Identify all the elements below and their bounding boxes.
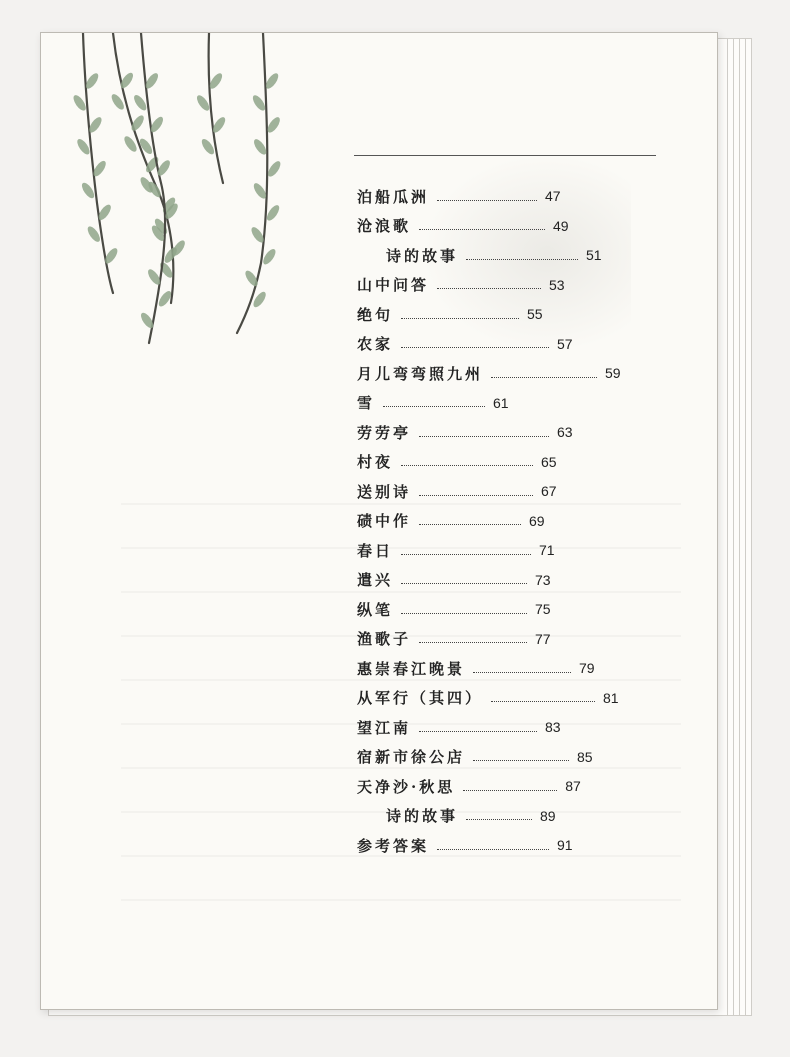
toc-entry (357, 214, 569, 238)
toc-page-number: 59 (605, 365, 621, 381)
toc-page-number: 53 (549, 276, 565, 293)
toc-entry-title: 月儿弯弯照九州 (357, 364, 484, 383)
toc-entry (357, 833, 573, 857)
toc-leader-dots (401, 318, 519, 319)
toc-entry (357, 332, 573, 356)
toc-leader-dots (437, 200, 537, 201)
toc-page-number: 51 (586, 247, 602, 263)
toc-page-number: 91 (557, 837, 573, 853)
toc-entry (357, 273, 565, 297)
toc-page-number: 69 (529, 512, 545, 529)
toc-entry (357, 597, 551, 621)
toc-page-number: 83 (545, 719, 561, 735)
toc-leader-dots (419, 229, 545, 230)
toc-page-number: 61 (493, 394, 509, 411)
toc-entry-title: 山中问答 (357, 276, 430, 294)
toc-leader-dots (401, 554, 531, 555)
toc-entry (357, 391, 509, 415)
toc-page-number: 75 (535, 601, 551, 617)
toc-entry-title: 送别诗 (357, 482, 412, 501)
toc-entry-title: 村夜 (357, 453, 394, 471)
toc-leader-dots (466, 819, 532, 820)
toc-entry-title: 碛中作 (357, 512, 412, 530)
toc-page-number: 49 (553, 217, 569, 234)
toc-page-number: 77 (535, 630, 551, 647)
toc-entry-title: 天净沙·秋思 (357, 777, 456, 796)
toc-leader-dots (401, 613, 527, 614)
toc-entry (357, 656, 595, 680)
toc-entry-title: 遣兴 (357, 571, 394, 589)
toc-entry (357, 568, 551, 592)
toc-entry-title: 泊船瓜洲 (357, 187, 430, 206)
toc-entry (357, 420, 573, 444)
toc-page-number: 87 (565, 778, 581, 794)
toc-leader-dots (419, 495, 533, 496)
toc-entry-title: 劳劳亭 (357, 423, 412, 442)
toc-leader-dots (491, 377, 597, 378)
toc-entry (357, 774, 581, 798)
toc-entry (357, 538, 555, 562)
toc-entry-title: 诗的故事 (386, 807, 459, 825)
toc-entry (386, 243, 602, 267)
toc-entry-title: 春日 (357, 541, 394, 560)
toc-entry-title: 纵笔 (357, 600, 394, 619)
toc-entry-title: 沧浪歌 (357, 217, 412, 235)
toc-entry-title: 惠崇春江晚景 (357, 659, 466, 678)
toc-leader-dots (419, 524, 521, 525)
toc-leader-dots (401, 347, 549, 348)
toc-leader-dots (419, 436, 549, 437)
toc-entry (357, 627, 551, 651)
toc-entry-title: 绝句 (357, 305, 394, 324)
toc-page-number: 79 (579, 660, 595, 676)
toc-page-number: 55 (527, 306, 543, 322)
toc-page-number: 47 (545, 188, 561, 204)
toc-page-number: 71 (539, 542, 555, 558)
toc-entry (357, 686, 619, 710)
toc-entry-title: 望江南 (357, 718, 412, 737)
toc-entry-title: 渔歌子 (357, 630, 412, 648)
toc-entry-title: 农家 (357, 335, 394, 353)
toc-page-number: 57 (557, 335, 573, 352)
toc-leader-dots (419, 642, 527, 643)
toc-leader-dots (383, 406, 485, 407)
book-page (40, 32, 718, 1010)
toc-page-number: 65 (541, 453, 557, 470)
table-of-contents (41, 33, 717, 1009)
toc-leader-dots (473, 760, 569, 761)
toc-entry-title: 参考答案 (357, 836, 430, 855)
toc-entry (357, 302, 543, 326)
toc-entry-title: 从军行（其四） (357, 689, 484, 707)
toc-page-number: 67 (541, 483, 557, 499)
toc-entry (357, 509, 545, 533)
toc-leader-dots (437, 849, 549, 850)
toc-leader-dots (473, 672, 571, 673)
toc-entry-title: 宿新市徐公店 (357, 748, 466, 766)
toc-entry (357, 479, 557, 503)
toc-entry (357, 450, 557, 474)
toc-leader-dots (466, 259, 578, 260)
toc-page-number: 63 (557, 424, 573, 440)
toc-page-number: 81 (603, 689, 619, 706)
toc-entry (357, 715, 561, 739)
toc-entry (357, 184, 561, 208)
toc-leader-dots (463, 790, 557, 791)
toc-leader-dots (437, 288, 541, 289)
toc-page-number: 85 (577, 748, 593, 765)
toc-leader-dots (491, 701, 595, 702)
toc-entry-title: 诗的故事 (386, 246, 459, 265)
toc-entry (386, 804, 556, 828)
toc-leader-dots (401, 465, 533, 466)
toc-page-number: 73 (535, 571, 551, 588)
toc-page-number: 89 (540, 807, 556, 824)
toc-entry (357, 745, 593, 769)
toc-leader-dots (401, 583, 527, 584)
toc-entry-title: 雪 (357, 394, 376, 412)
toc-leader-dots (419, 731, 537, 732)
toc-entry (357, 361, 621, 385)
